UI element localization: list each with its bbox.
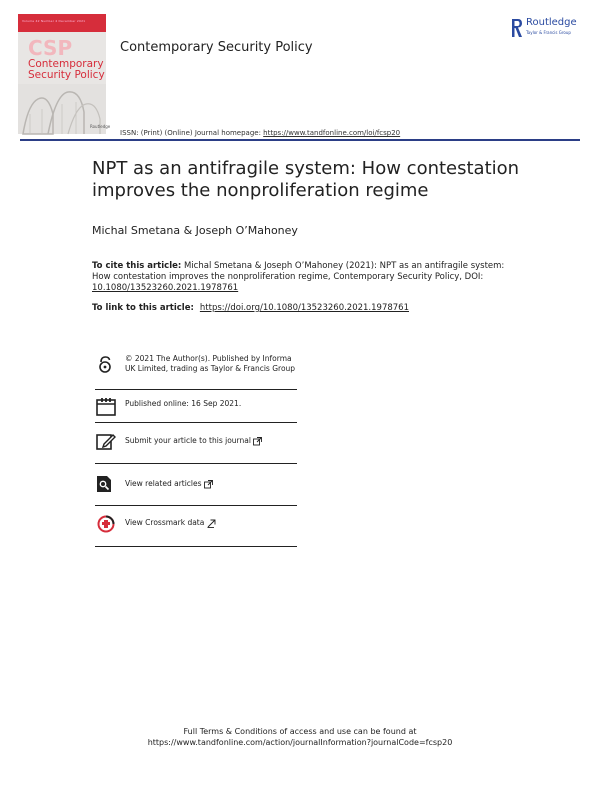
published-text: Published online: 16 Sep 2021. bbox=[125, 399, 242, 408]
external-link-icon bbox=[207, 519, 216, 528]
divider-5 bbox=[95, 546, 297, 547]
footer-line-1: Full Terms & Conditions of access and use can be found at bbox=[183, 727, 417, 736]
footer-terms-link[interactable]: https://www.tandfonline.com/action/journalInformation?journalCode=fcsp20 bbox=[147, 738, 453, 747]
calendar-icon bbox=[95, 397, 117, 417]
article-authors: Michal Smetana & Joseph O’Mahoney bbox=[92, 224, 298, 237]
header-divider bbox=[20, 139, 580, 141]
issn-line bbox=[120, 129, 400, 137]
cover-abbrev: CSP bbox=[28, 36, 73, 60]
citation-label: To cite this article: bbox=[92, 261, 182, 271]
cover-strip-text: Volume 42 Number 4 December 2021 bbox=[22, 19, 86, 23]
article-link-line bbox=[92, 303, 409, 313]
crossmark-link[interactable] bbox=[95, 514, 297, 534]
license-text: © 2021 The Author(s). Published by Informa UK Limited, trading as Taylor & Francis Group bbox=[125, 354, 296, 373]
cover-title: Contemporary Security Policy bbox=[28, 58, 105, 81]
related-text bbox=[125, 479, 297, 489]
journal-cover-image bbox=[18, 14, 111, 134]
divider-2 bbox=[95, 422, 297, 423]
submit-article-link[interactable] bbox=[95, 432, 297, 452]
divider-3 bbox=[95, 463, 297, 464]
citation-block bbox=[92, 261, 512, 294]
cover-color-strip bbox=[18, 14, 106, 32]
related-articles-link[interactable] bbox=[95, 474, 297, 494]
cover-publisher-mark: Routledge bbox=[90, 124, 111, 129]
divider-1 bbox=[95, 389, 297, 390]
license-block bbox=[95, 354, 297, 388]
publisher-tagline: Taylor & Francis Group bbox=[526, 30, 571, 35]
footer bbox=[0, 726, 600, 748]
publisher-name: Routledge bbox=[526, 17, 577, 28]
external-link-icon bbox=[204, 480, 213, 489]
journal-title: Contemporary Security Policy bbox=[120, 40, 313, 55]
submit-label: Submit your article to this journal bbox=[125, 436, 251, 445]
divider-4 bbox=[95, 505, 297, 506]
edit-icon bbox=[95, 432, 117, 452]
open-access-icon bbox=[95, 354, 117, 374]
issn-prefix: ISSN: (Print) (Online) Journal homepage: bbox=[120, 129, 264, 137]
link-label: To link to this article: bbox=[92, 303, 194, 313]
article-doi-link[interactable]: https://doi.org/10.1080/13523260.2021.1978761 bbox=[199, 303, 409, 313]
crossmark-text bbox=[125, 518, 297, 528]
search-document-icon bbox=[95, 474, 117, 494]
citation-text: Michal Smetana & Joseph O’Mahoney (2021): NPT as an antifragile system: How contestation improves the nonproliferation regime, Contemporary Security Policy, DOI: bbox=[92, 261, 505, 282]
published-block bbox=[95, 397, 297, 417]
external-link-icon bbox=[253, 437, 262, 446]
article-title: NPT as an antifragile system: How contestation improves the nonproliferation regime bbox=[92, 158, 520, 201]
routledge-logo[interactable] bbox=[510, 17, 590, 41]
crossmark-icon bbox=[95, 514, 117, 534]
routledge-r-icon bbox=[510, 17, 524, 39]
related-label: View related articles bbox=[125, 479, 202, 488]
citation-doi-link[interactable]: 10.1080/13523260.2021.1978761 bbox=[92, 283, 239, 293]
crossmark-label: View Crossmark data bbox=[125, 518, 205, 527]
journal-homepage-link[interactable]: https://www.tandfonline.com/loi/fcsp20 bbox=[263, 129, 401, 137]
submit-text bbox=[125, 436, 297, 446]
